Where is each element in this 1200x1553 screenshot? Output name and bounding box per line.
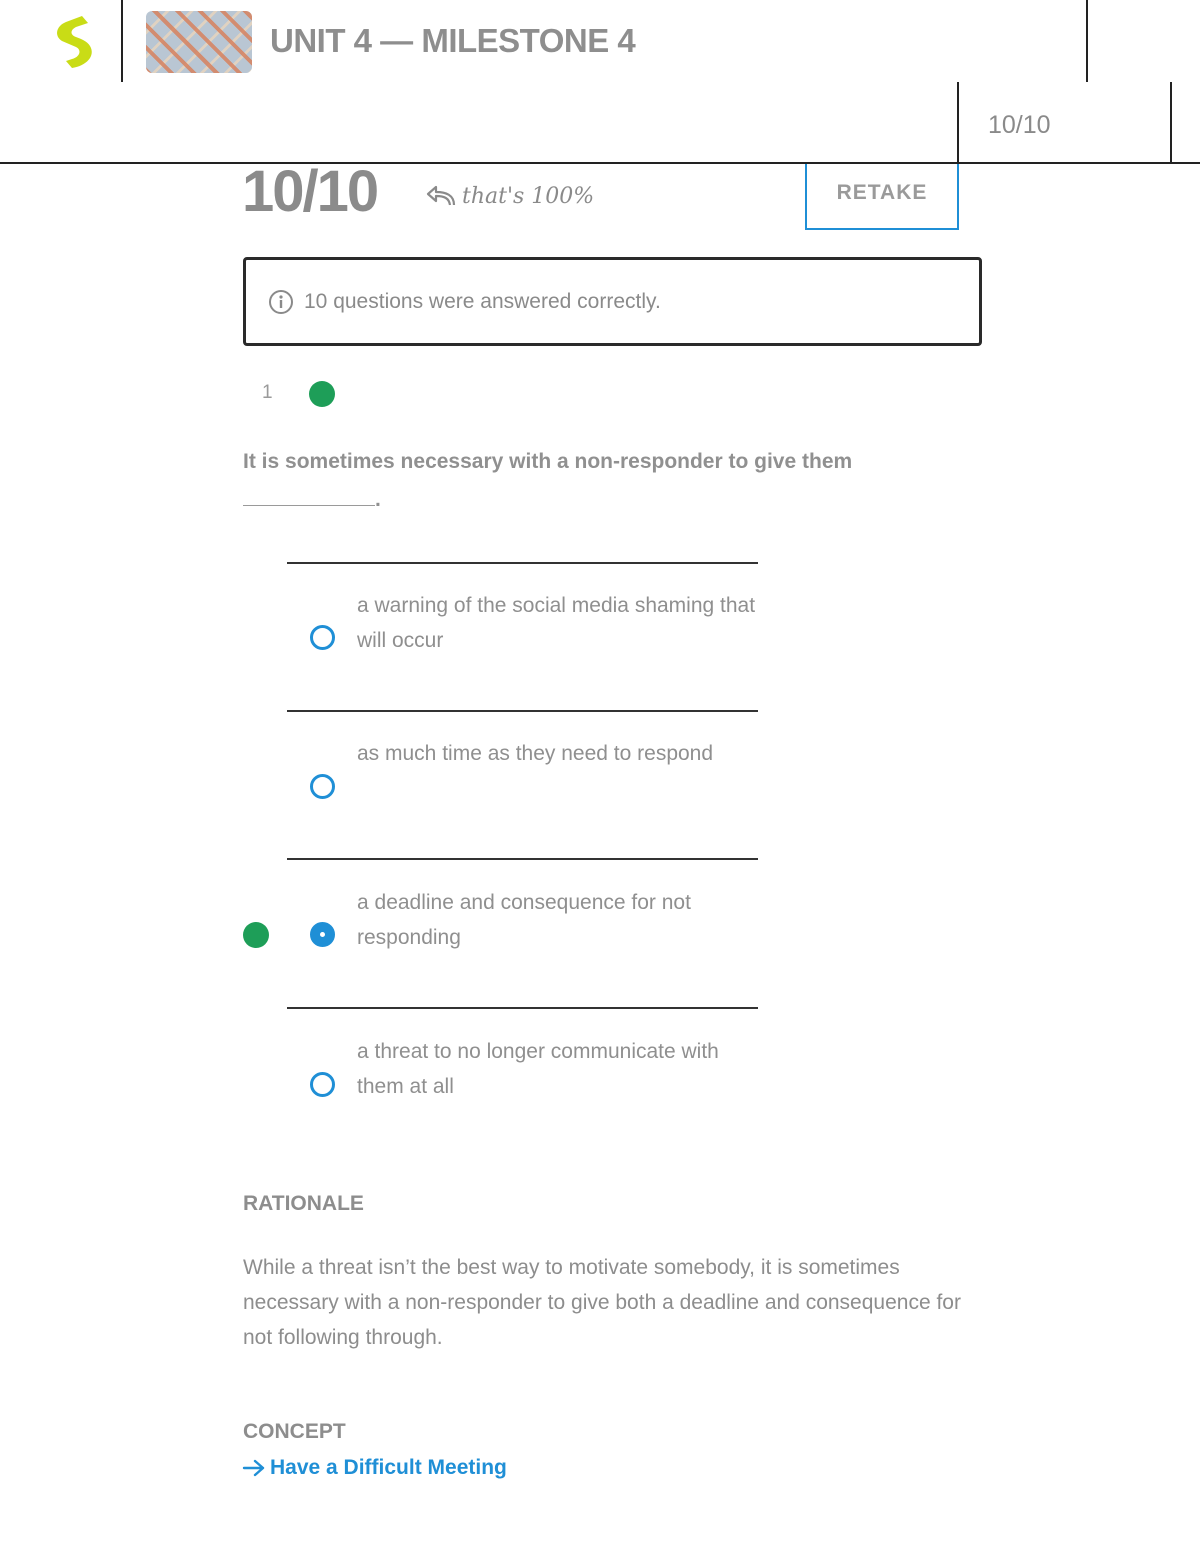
question-text-before: It is sometimes necessary with a non-responder to give them [243, 450, 853, 473]
question-text-after: . [375, 488, 381, 511]
rationale-heading: RATIONALE [243, 1192, 364, 1215]
question-text [243, 443, 923, 519]
score-cell-left-border [957, 82, 959, 164]
option-divider [287, 710, 758, 712]
option-divider [287, 858, 758, 860]
option-divider [287, 562, 758, 564]
result-info-box [243, 257, 982, 346]
header-divider-right [1086, 0, 1088, 82]
info-icon [268, 289, 294, 315]
concept-link-label[interactable]: Have a Difficult Meeting [270, 1456, 507, 1479]
option-radio-4[interactable] [310, 1072, 335, 1097]
header-score: 10/10 [988, 111, 1051, 139]
sophia-logo-icon[interactable] [52, 14, 100, 70]
option-text-1[interactable]: a warning of the social media shaming that will occur [357, 594, 756, 652]
option-text-3[interactable]: a deadline and consequence for not responding [357, 891, 691, 949]
percent-text: that's 100% [462, 184, 595, 209]
rationale-text: While a threat isn’t the best way to motivate somebody, it is sometimes necessary with a non-responder to give both a deadline and consequence for not following through. [243, 1256, 961, 1349]
correct-answer-icon [243, 922, 269, 948]
curved-arrow-icon [426, 185, 456, 209]
question-blank [243, 485, 375, 506]
percent-note [426, 184, 594, 209]
option-radio-1[interactable] [310, 625, 335, 650]
option-text-2[interactable]: as much time as they need to respond [357, 742, 714, 765]
option-radio-3-selected[interactable] [310, 922, 335, 947]
course-thumbnail-image [146, 11, 252, 73]
arrow-right-icon [242, 1458, 266, 1478]
retake-button[interactable]: RETAKE [805, 164, 959, 230]
info-message: 10 questions were answered correctly. [304, 289, 661, 313]
option-divider [287, 1007, 758, 1009]
header-bottom-border [0, 162, 1200, 164]
score-display: 10/10 [242, 159, 378, 224]
concept-link[interactable] [242, 1456, 507, 1480]
page-title: UNIT 4 — MILESTONE 4 [270, 22, 636, 59]
concept-heading: CONCEPT [243, 1420, 346, 1443]
score-cell-right-border [1170, 82, 1172, 164]
question-correct-icon [309, 381, 335, 407]
question-number: 1 [262, 382, 273, 403]
option-radio-2[interactable] [310, 774, 335, 799]
option-text-4[interactable]: a threat to no longer communicate with them at all [357, 1040, 719, 1098]
header-divider-left [121, 0, 123, 82]
